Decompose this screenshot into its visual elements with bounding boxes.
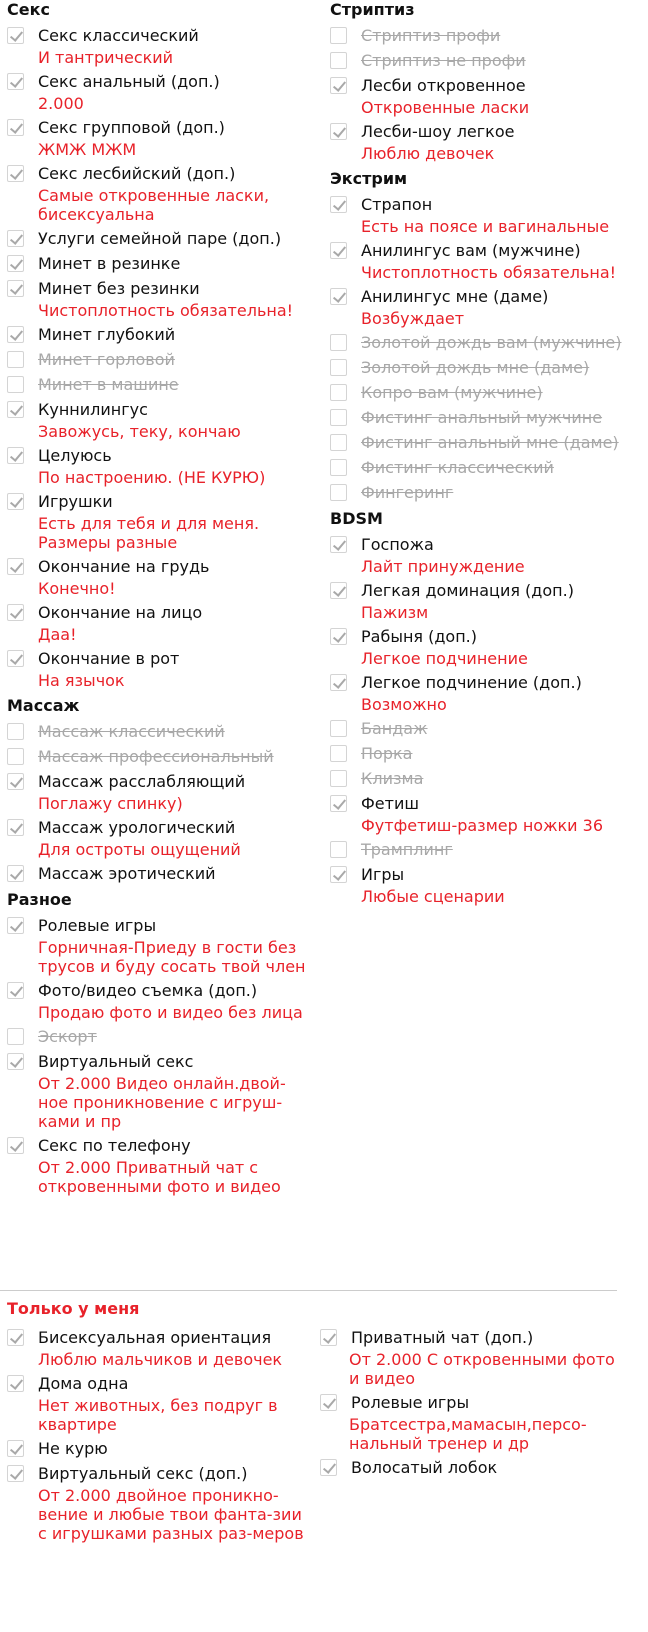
- service-label: Игры: [361, 865, 405, 884]
- checkbox-checked[interactable]: [320, 1459, 337, 1476]
- service-row: [330, 719, 640, 739]
- special-left-list: [7, 1328, 307, 1548]
- service-note: Чистоплотность обязательна!: [361, 263, 617, 282]
- section-title-extreme: Экстрим: [330, 169, 408, 188]
- service-row: [7, 375, 307, 395]
- service-label: Массаж урологический: [38, 818, 236, 837]
- checkbox-checked[interactable]: [7, 1375, 24, 1392]
- service-row: [7, 1328, 307, 1348]
- service-label: Легкое подчинение (доп.): [361, 673, 582, 692]
- service-row: [320, 1393, 630, 1413]
- section-sex: [7, 0, 307, 690]
- service-row: [330, 241, 640, 261]
- service-note: Завожусь, теку, кончаю: [38, 422, 241, 441]
- checkbox-checked[interactable]: [7, 819, 24, 836]
- service-item: [330, 358, 640, 378]
- checkbox-checked[interactable]: [320, 1394, 337, 1411]
- service-note: Любые сценарии: [361, 887, 505, 906]
- service-row: [330, 458, 640, 478]
- service-item: [7, 772, 307, 813]
- checkbox-checked[interactable]: [7, 73, 24, 90]
- service-item: [330, 744, 640, 764]
- checkbox-checked[interactable]: [330, 582, 347, 599]
- service-row: [7, 1439, 307, 1459]
- service-item: [7, 1328, 307, 1369]
- service-item: [330, 76, 640, 117]
- checkbox-checked[interactable]: [330, 196, 347, 213]
- special-right-list: [320, 1328, 630, 1483]
- service-label: Фетиш: [361, 794, 419, 813]
- service-item: [330, 195, 640, 236]
- service-row: [7, 164, 307, 184]
- service-row: [330, 744, 640, 764]
- service-note: Люблю девочек: [361, 144, 495, 163]
- service-row: [7, 772, 307, 792]
- section-items: [7, 916, 307, 1196]
- checkbox-checked[interactable]: [7, 119, 24, 136]
- service-row: [7, 118, 307, 138]
- left-column: [7, 0, 307, 1202]
- service-row: [7, 400, 307, 420]
- checkbox-checked[interactable]: [7, 604, 24, 621]
- service-item: [330, 483, 640, 503]
- service-row: [7, 722, 307, 742]
- service-label: Анилингус вам (мужчине): [361, 241, 581, 260]
- section-extreme: [330, 169, 640, 503]
- divider: [0, 1290, 617, 1291]
- checkbox-unchecked[interactable]: [330, 359, 347, 376]
- service-label: Минет глубокий: [38, 325, 176, 344]
- service-label: Приватный чат (доп.): [351, 1328, 534, 1347]
- service-label: Ролевые игры: [351, 1393, 470, 1412]
- checkbox-unchecked[interactable]: [330, 720, 347, 737]
- service-item: [7, 325, 307, 345]
- service-note: По настроению. (НЕ КУРЮ): [38, 468, 266, 487]
- service-item: [7, 164, 307, 224]
- service-note: Чистоплотность обязательна!: [38, 301, 294, 320]
- service-label: Целуюсь: [38, 446, 112, 465]
- service-item: [7, 864, 307, 884]
- service-label: Эскорт: [38, 1027, 97, 1046]
- service-item: [7, 400, 307, 441]
- checkbox-checked[interactable]: [330, 674, 347, 691]
- checkbox-checked[interactable]: [330, 866, 347, 883]
- special-section-title: Только у меня: [7, 1299, 140, 1318]
- service-note: Поглажу спинку): [38, 794, 183, 813]
- service-row: [330, 627, 640, 647]
- service-label: Минет горловой: [38, 350, 175, 369]
- service-item: [7, 916, 307, 976]
- service-row: [330, 333, 640, 353]
- service-item: [330, 333, 640, 353]
- section-title-massage: Массаж: [7, 696, 80, 715]
- service-row: [330, 122, 640, 142]
- checkbox-checked[interactable]: [7, 280, 24, 297]
- section-items: [330, 195, 640, 503]
- service-label: Секс групповой (доп.): [38, 118, 225, 137]
- checkbox-checked[interactable]: [7, 230, 24, 247]
- service-row: [330, 673, 640, 693]
- service-item: [330, 769, 640, 789]
- checkbox-checked[interactable]: [7, 1053, 24, 1070]
- service-label: Трамплинг: [361, 840, 453, 859]
- service-label: Золотой дождь вам (мужчине): [361, 333, 622, 352]
- service-row: [7, 229, 307, 249]
- checkbox-checked[interactable]: [7, 917, 24, 934]
- service-note: Есть для тебя и для меня. Размеры разные: [38, 514, 260, 552]
- service-label: Страпон: [361, 195, 433, 214]
- service-label: Стриптиз профи: [361, 26, 501, 45]
- service-item: [330, 408, 640, 428]
- service-item: [330, 433, 640, 453]
- service-item: [330, 458, 640, 478]
- service-row: [330, 433, 640, 453]
- service-label: Игрушки: [38, 492, 113, 511]
- service-item: [320, 1328, 630, 1388]
- section-items: [330, 26, 640, 163]
- service-item: [7, 818, 307, 859]
- checkbox-checked[interactable]: [330, 77, 347, 94]
- service-label: Легкая доминация (доп.): [361, 581, 574, 600]
- checkbox-unchecked[interactable]: [330, 770, 347, 787]
- checkbox-checked[interactable]: [7, 558, 24, 575]
- checkbox-unchecked[interactable]: [7, 748, 24, 765]
- checkbox-unchecked[interactable]: [330, 484, 347, 501]
- service-label: Копро вам (мужчине): [361, 383, 543, 402]
- service-row: [7, 1027, 307, 1047]
- service-item: [7, 254, 307, 274]
- section-title-striptease: Стриптиз: [330, 0, 415, 19]
- service-label: Окончание на грудь: [38, 557, 210, 576]
- service-item: [330, 865, 640, 906]
- service-item: [330, 122, 640, 163]
- service-note: ЖМЖ МЖМ: [38, 140, 137, 159]
- service-item: [330, 627, 640, 668]
- service-note: И тантрический: [38, 48, 174, 67]
- service-label: Лесби-шоу легкое: [361, 122, 515, 141]
- service-row: [7, 1136, 307, 1156]
- checkbox-unchecked[interactable]: [330, 434, 347, 451]
- checkbox-checked[interactable]: [330, 123, 347, 140]
- service-label: Бисексуальная ориентация: [38, 1328, 272, 1347]
- checkbox-unchecked[interactable]: [330, 409, 347, 426]
- service-note: Люблю мальчиков и девочек: [38, 1350, 283, 1369]
- service-item: [7, 375, 307, 395]
- service-row: [7, 1374, 307, 1394]
- service-label: Куннилингус: [38, 400, 148, 419]
- service-note: Есть на поясе и вагинальные: [361, 217, 610, 236]
- service-note: Братсестра,мамасын,персо-нальный тренер и др: [349, 1415, 587, 1453]
- service-label: Ролевые игры: [38, 916, 157, 935]
- service-note: Возбуждает: [361, 309, 465, 328]
- service-label: Секс анальный (доп.): [38, 72, 220, 91]
- right-column: [330, 0, 640, 912]
- checkbox-checked[interactable]: [7, 1465, 24, 1482]
- checkbox-checked[interactable]: [330, 795, 347, 812]
- service-label: Виртуальный секс: [38, 1052, 194, 1071]
- service-row: [7, 747, 307, 767]
- service-item: [330, 241, 640, 282]
- service-row: [330, 51, 640, 71]
- service-row: [330, 865, 640, 885]
- service-note: Легкое подчинение: [361, 649, 528, 668]
- service-label: Лесби откровенное: [361, 76, 526, 95]
- checkbox-checked[interactable]: [330, 628, 347, 645]
- service-note: От 2.000 двойное проникно-вение и любые твои фанта-зии с игрушками разных раз-меров: [38, 1486, 304, 1543]
- checkbox-checked[interactable]: [7, 1137, 24, 1154]
- section-items: [330, 535, 640, 906]
- service-row: [330, 358, 640, 378]
- section-massage: [7, 696, 307, 884]
- service-label: Минет в машине: [38, 375, 179, 394]
- checkbox-checked[interactable]: [7, 447, 24, 464]
- checkbox-unchecked[interactable]: [330, 459, 347, 476]
- checkbox-checked[interactable]: [7, 982, 24, 999]
- service-label: Массаж эротический: [38, 864, 216, 883]
- service-row: [330, 535, 640, 555]
- service-item: [330, 794, 640, 835]
- service-label: Фистинг анальный мне (даме): [361, 433, 619, 452]
- service-note: 2.000: [38, 94, 84, 113]
- service-row: [330, 195, 640, 215]
- checkbox-unchecked[interactable]: [330, 841, 347, 858]
- service-label: Минет в резинке: [38, 254, 181, 273]
- checkbox-checked[interactable]: [7, 255, 24, 272]
- service-item: [7, 26, 307, 67]
- service-row: [330, 287, 640, 307]
- service-item: [7, 118, 307, 159]
- checkbox-checked[interactable]: [7, 27, 24, 44]
- service-row: [320, 1328, 630, 1348]
- section-title-sex: Секс: [7, 0, 50, 19]
- service-row: [330, 840, 640, 860]
- service-item: [7, 981, 307, 1022]
- service-row: [7, 279, 307, 299]
- service-item: [330, 840, 640, 860]
- service-row: [7, 254, 307, 274]
- service-label: Бандаж: [361, 719, 428, 738]
- service-item: [7, 72, 307, 113]
- service-row: [330, 794, 640, 814]
- service-row: [7, 1464, 307, 1484]
- service-item: [330, 719, 640, 739]
- service-row: [330, 483, 640, 503]
- service-item: [330, 287, 640, 328]
- checkbox-checked[interactable]: [7, 773, 24, 790]
- service-item: [330, 51, 640, 71]
- service-item: [7, 350, 307, 370]
- service-item: [7, 1374, 307, 1434]
- service-item: [330, 383, 640, 403]
- checkbox-checked[interactable]: [320, 1329, 337, 1346]
- service-row: [7, 446, 307, 466]
- checkbox-checked[interactable]: [7, 326, 24, 343]
- service-item: [7, 747, 307, 767]
- checkbox-unchecked[interactable]: [330, 334, 347, 351]
- service-item: [7, 603, 307, 644]
- service-item: [7, 1052, 307, 1131]
- service-item: [330, 673, 640, 714]
- section-title-misc: Разное: [7, 890, 72, 909]
- checkbox-unchecked[interactable]: [7, 723, 24, 740]
- service-note: Лайт принуждение: [361, 557, 525, 576]
- checkbox-checked[interactable]: [330, 536, 347, 553]
- service-note: Горничная-Приеду в гости без трусов и буду сосать твой член: [38, 938, 306, 976]
- service-note: Даа!: [38, 625, 77, 644]
- service-item: [7, 557, 307, 598]
- service-label: Массаж профессиональный: [38, 747, 274, 766]
- service-item: [7, 1439, 307, 1459]
- service-row: [7, 1052, 307, 1072]
- section-title-bdsm: BDSM: [330, 509, 383, 528]
- service-label: Массаж расслабляющий: [38, 772, 246, 791]
- service-label: Клизма: [361, 769, 424, 788]
- service-note: Пажизм: [361, 603, 429, 622]
- service-label: Секс лесбийский (доп.): [38, 164, 236, 183]
- section-misc: [7, 890, 307, 1196]
- service-label: Дома одна: [38, 1374, 129, 1393]
- service-row: [7, 557, 307, 577]
- service-label: Фингеринг: [361, 483, 454, 502]
- service-row: [330, 581, 640, 601]
- checkbox-unchecked[interactable]: [7, 1028, 24, 1045]
- service-note: Возможно: [361, 695, 447, 714]
- service-row: [7, 26, 307, 46]
- service-note: От 2.000 Приватный чат с откровенными фото и видео: [38, 1158, 281, 1196]
- checkbox-unchecked[interactable]: [330, 52, 347, 69]
- service-row: [330, 26, 640, 46]
- checkbox-unchecked[interactable]: [330, 384, 347, 401]
- service-row: [7, 818, 307, 838]
- service-label: Фистинг анальный мужчине: [361, 408, 603, 427]
- service-note: Нет животных, без подруг в квартире: [38, 1396, 278, 1434]
- service-note: От 2.000 Видео онлайн.двой-ное проникновение с игруш-ками и пр: [38, 1074, 286, 1131]
- service-row: [320, 1458, 630, 1478]
- checkbox-checked[interactable]: [7, 1329, 24, 1346]
- checkbox-checked[interactable]: [330, 242, 347, 259]
- service-item: [7, 1136, 307, 1196]
- service-item: [7, 722, 307, 742]
- service-item: [7, 492, 307, 552]
- service-label: Не курю: [38, 1439, 108, 1458]
- service-note: Откровенные ласки: [361, 98, 530, 117]
- checkbox-checked[interactable]: [7, 493, 24, 510]
- service-label: Массаж классический: [38, 722, 225, 741]
- service-row: [7, 492, 307, 512]
- service-label: Секс классический: [38, 26, 199, 45]
- service-row: [7, 864, 307, 884]
- checkbox-unchecked[interactable]: [330, 27, 347, 44]
- service-label: Минет без резинки: [38, 279, 200, 298]
- service-label: Окончание на лицо: [38, 603, 203, 622]
- service-item: [7, 1027, 307, 1047]
- service-row: [330, 383, 640, 403]
- service-label: Секс по телефону: [38, 1136, 191, 1155]
- service-label: Волосатый лобок: [351, 1458, 498, 1477]
- service-row: [330, 76, 640, 96]
- service-label: Анилингус мне (даме): [361, 287, 549, 306]
- checkbox-checked[interactable]: [7, 1440, 24, 1457]
- service-item: [320, 1458, 630, 1478]
- checkbox-unchecked[interactable]: [330, 745, 347, 762]
- section-items: [7, 722, 307, 884]
- service-note: На язычок: [38, 671, 125, 690]
- service-label: Стриптиз не профи: [361, 51, 526, 70]
- section-striptease: [330, 0, 640, 163]
- service-note: Конечно!: [38, 579, 116, 598]
- checkbox-checked[interactable]: [330, 288, 347, 305]
- section-items: [7, 26, 307, 690]
- service-item: [330, 581, 640, 622]
- service-row: [330, 769, 640, 789]
- service-note: Продаю фото и видео без лица: [38, 1003, 303, 1022]
- checkbox-checked[interactable]: [7, 401, 24, 418]
- checkbox-unchecked[interactable]: [7, 376, 24, 393]
- service-row: [330, 408, 640, 428]
- service-label: Рабыня (доп.): [361, 627, 478, 646]
- service-item: [7, 229, 307, 249]
- service-item: [7, 1464, 307, 1543]
- service-row: [7, 603, 307, 623]
- service-row: [7, 350, 307, 370]
- service-label: Фото/видео съемка (доп.): [38, 981, 258, 1000]
- service-label: Фистинг классический: [361, 458, 554, 477]
- service-row: [7, 72, 307, 92]
- section-bdsm: [330, 509, 640, 906]
- service-item: [320, 1393, 630, 1453]
- service-row: [7, 649, 307, 669]
- service-item: [330, 26, 640, 46]
- checkbox-checked[interactable]: [7, 165, 24, 182]
- service-note: От 2.000 С откровенными фото и видео: [349, 1350, 615, 1388]
- service-item: [7, 279, 307, 320]
- service-note: Для остроты ощущений: [38, 840, 241, 859]
- service-item: [330, 535, 640, 576]
- checkbox-checked[interactable]: [7, 865, 24, 882]
- service-label: Золотой дождь мне (даме): [361, 358, 590, 377]
- service-label: Порка: [361, 744, 413, 763]
- service-row: [7, 981, 307, 1001]
- service-note: Футфетиш-размер ножки 36: [361, 816, 604, 835]
- service-label: Окончание в рот: [38, 649, 180, 668]
- service-label: Услуги семейной паре (доп.): [38, 229, 282, 248]
- service-item: [7, 446, 307, 487]
- service-label: Госпожа: [361, 535, 434, 554]
- checkbox-checked[interactable]: [7, 650, 24, 667]
- service-row: [7, 916, 307, 936]
- service-item: [7, 649, 307, 690]
- service-label: Виртуальный секс (доп.): [38, 1464, 248, 1483]
- service-note: Самые откровенные ласки, бисексуальна: [38, 186, 270, 224]
- service-row: [7, 325, 307, 345]
- checkbox-unchecked[interactable]: [7, 351, 24, 368]
